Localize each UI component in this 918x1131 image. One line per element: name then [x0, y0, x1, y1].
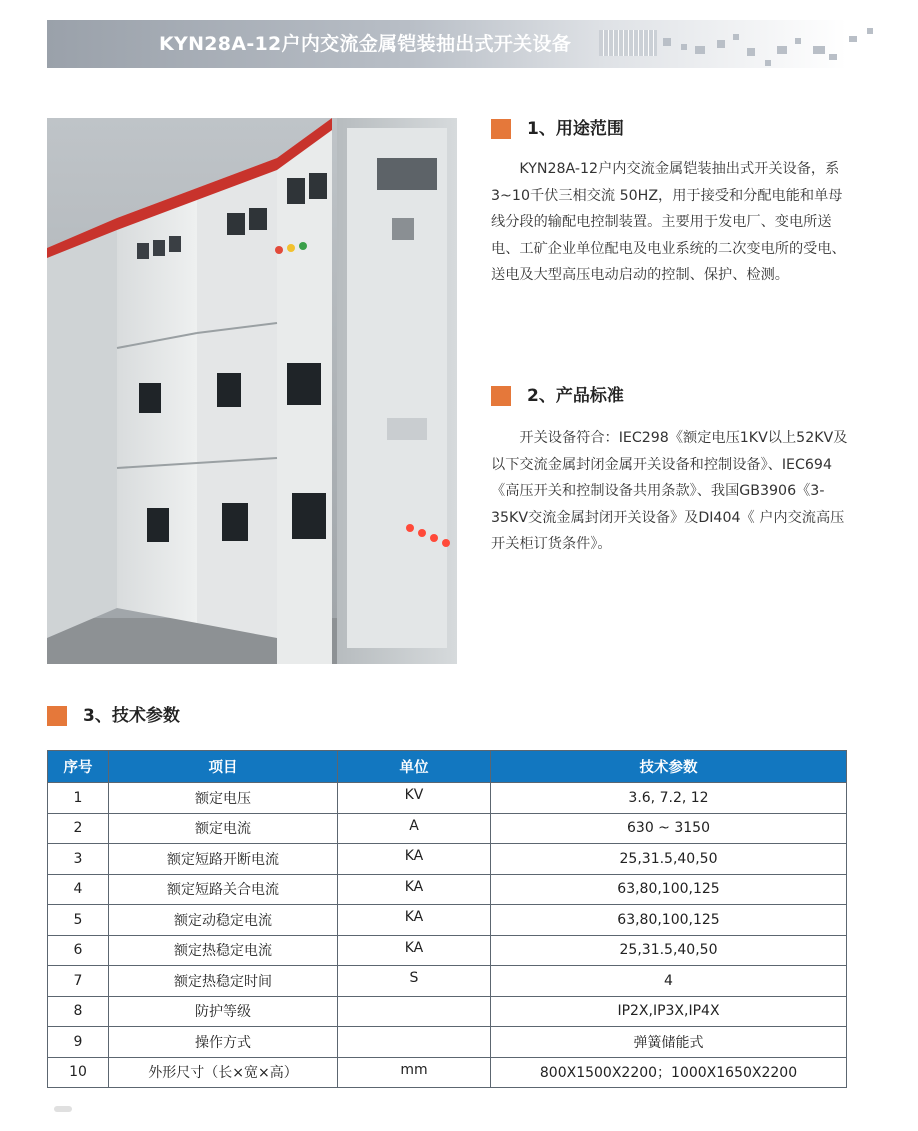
cell-index: 2	[48, 813, 109, 844]
cell-item: 额定短路关合电流	[109, 874, 338, 905]
table-row	[48, 1057, 847, 1088]
cell-unit	[338, 996, 491, 1027]
cell-value: 3.6, 7.2, 12	[491, 783, 847, 814]
cell-unit: KV	[338, 783, 491, 814]
heading-marker-square	[47, 706, 67, 726]
section-title: 2、产品标准	[527, 386, 624, 406]
heading-marker-square	[491, 119, 511, 139]
table-row	[48, 783, 847, 814]
cell-value: 800X1500X2200；1000X1650X2200	[491, 1057, 847, 1088]
table-row	[48, 844, 847, 875]
pixel-mosaic-decoration	[577, 24, 877, 68]
cell-index: 8	[48, 996, 109, 1027]
cell-index: 9	[48, 1027, 109, 1058]
cell-unit: mm	[338, 1057, 491, 1088]
cell-item: 额定动稳定电流	[109, 905, 338, 936]
col-header-unit: 单位	[338, 751, 491, 783]
table-header-row	[48, 751, 847, 783]
table-row	[48, 813, 847, 844]
cell-unit: S	[338, 966, 491, 997]
cell-index: 1	[48, 783, 109, 814]
table-row	[48, 874, 847, 905]
cell-unit: KA	[338, 874, 491, 905]
cell-value: IP2X,IP3X,IP4X	[491, 996, 847, 1027]
col-header-item: 项目	[109, 751, 338, 783]
standards-paragraph: 开关设备符合：IEC298《额定电压1KV以上52KV及以下交流金属封闭金属开关设备和控制设备》、IEC694《高压开关和控制设备共用条款》、我国GB3906《3-35KV交流金属封闭开关设备》及DI404《 户内交流高压开关柜订货条件》。	[491, 430, 848, 552]
col-header-index: 序号	[48, 751, 109, 783]
cell-value: 630 ~ 3150	[491, 813, 847, 844]
cell-value: 弹簧储能式	[491, 1027, 847, 1058]
page-title: KYN28A-12户内交流金属铠装抽出式开关设备	[159, 33, 572, 55]
cell-index: 5	[48, 905, 109, 936]
header-banner	[47, 20, 847, 68]
cell-index: 7	[48, 966, 109, 997]
cell-index: 10	[48, 1057, 109, 1088]
cell-item: 额定电流	[109, 813, 338, 844]
col-header-value: 技术参数	[491, 751, 847, 783]
cell-item: 额定热稳定时间	[109, 966, 338, 997]
cell-unit: KA	[338, 844, 491, 875]
cell-value: 25,31.5,40,50	[491, 844, 847, 875]
section-title: 1、用途范围	[527, 119, 624, 139]
cell-value: 25,31.5,40,50	[491, 935, 847, 966]
cell-item: 额定热稳定电流	[109, 935, 338, 966]
cell-unit	[338, 1027, 491, 1058]
cell-item: 防护等级	[109, 996, 338, 1027]
cell-value: 4	[491, 966, 847, 997]
cell-unit: A	[338, 813, 491, 844]
cell-unit: KA	[338, 905, 491, 936]
cell-value: 63,80,100,125	[491, 905, 847, 936]
cell-index: 4	[48, 874, 109, 905]
table-row	[48, 1027, 847, 1058]
usage-paragraph: KYN28A-12户内交流金属铠装抽出式开关设备，系3~10千伏三相交流 50HZ，用于接受和分配电能和单母线分段的输配电控制装置。主要用于发电厂、变电所送电、工矿企业单位配电及电业系统的二次变电所的受电、送电及大型高压电动启动的控制、保护、检测。	[491, 161, 846, 283]
cell-index: 6	[48, 935, 109, 966]
table-row	[48, 996, 847, 1027]
heading-marker-square	[491, 386, 511, 406]
cell-index: 3	[48, 844, 109, 875]
specs-table	[47, 750, 847, 1088]
cell-item: 额定短路开断电流	[109, 844, 338, 875]
table-row	[48, 966, 847, 997]
switchgear-photo	[47, 118, 457, 664]
page-footer-mark	[54, 1106, 72, 1112]
cell-item: 额定电压	[109, 783, 338, 814]
table-row	[48, 905, 847, 936]
section-title: 3、技术参数	[83, 706, 180, 726]
cell-item: 操作方式	[109, 1027, 338, 1058]
cell-value: 63,80,100,125	[491, 874, 847, 905]
table-row	[48, 935, 847, 966]
cell-item: 外形尺寸（长×宽×高）	[109, 1057, 338, 1088]
cell-unit: KA	[338, 935, 491, 966]
